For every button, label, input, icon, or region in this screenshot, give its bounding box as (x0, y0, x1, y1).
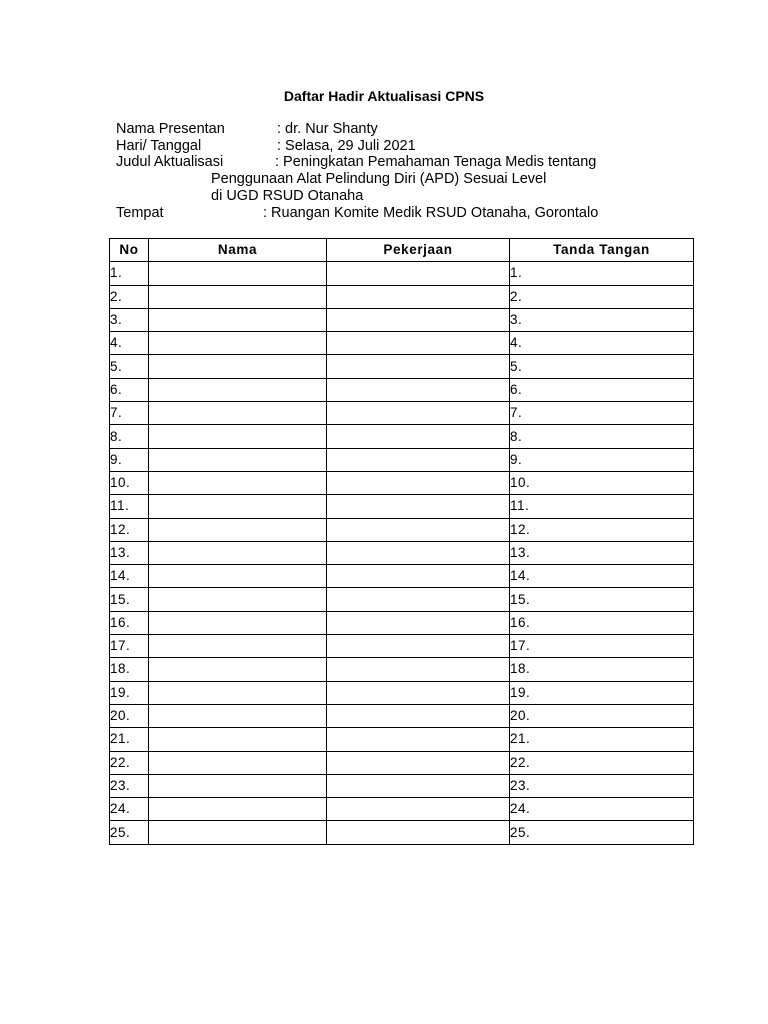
table-row (110, 658, 694, 681)
job-cell (327, 471, 510, 494)
signature-cell: 6. (510, 378, 694, 401)
name-cell (149, 565, 327, 588)
row-number: 21. (110, 728, 149, 751)
place-label: Tempat (116, 205, 164, 221)
row-number: 1. (110, 262, 149, 285)
job-cell (327, 774, 510, 797)
signature-cell: 14. (510, 565, 694, 588)
signature-cell: 9. (510, 448, 694, 471)
name-cell (149, 262, 327, 285)
table-row (110, 378, 694, 401)
table-row (110, 425, 694, 448)
name-cell (149, 285, 327, 308)
job-cell (327, 402, 510, 425)
topic-value-line2: Penggunaan Alat Pelindung Diri (APD) Sesuai Level (211, 171, 547, 187)
name-cell (149, 332, 327, 355)
row-number: 8. (110, 425, 149, 448)
job-cell (327, 332, 510, 355)
name-cell (149, 378, 327, 401)
signature-cell: 22. (510, 751, 694, 774)
table-row (110, 681, 694, 704)
row-number: 6. (110, 378, 149, 401)
signature-cell: 12. (510, 518, 694, 541)
name-cell (149, 774, 327, 797)
row-number: 9. (110, 448, 149, 471)
signature-cell: 8. (510, 425, 694, 448)
job-cell (327, 378, 510, 401)
job-cell (327, 821, 510, 844)
table-row (110, 495, 694, 518)
row-number: 20. (110, 704, 149, 727)
row-number: 17. (110, 635, 149, 658)
job-cell (327, 611, 510, 634)
table-row (110, 728, 694, 751)
presenter-label: Nama Presentan (116, 121, 225, 137)
row-number: 25. (110, 821, 149, 844)
table-row (110, 355, 694, 378)
attendance-table (109, 238, 694, 845)
table-row (110, 471, 694, 494)
job-cell (327, 798, 510, 821)
row-number: 3. (110, 308, 149, 331)
job-cell (327, 751, 510, 774)
row-number: 15. (110, 588, 149, 611)
row-number: 16. (110, 611, 149, 634)
row-number: 18. (110, 658, 149, 681)
signature-cell: 25. (510, 821, 694, 844)
name-cell (149, 541, 327, 564)
table-row (110, 262, 694, 285)
job-cell (327, 355, 510, 378)
job-cell (327, 635, 510, 658)
name-cell (149, 704, 327, 727)
date-label: Hari/ Tanggal (116, 138, 202, 154)
table-row (110, 448, 694, 471)
topic-value-line3: di UGD RSUD Otanaha (211, 188, 364, 204)
name-cell (149, 448, 327, 471)
job-cell (327, 658, 510, 681)
name-cell (149, 588, 327, 611)
row-number: 24. (110, 798, 149, 821)
signature-cell: 13. (510, 541, 694, 564)
name-cell (149, 658, 327, 681)
signature-cell: 4. (510, 332, 694, 355)
job-cell (327, 448, 510, 471)
row-number: 2. (110, 285, 149, 308)
signature-cell: 24. (510, 798, 694, 821)
topic-label: Judul Aktualisasi (116, 154, 224, 170)
table-row (110, 798, 694, 821)
job-cell (327, 425, 510, 448)
header-pekerjaan: Pekerjaan (327, 239, 510, 262)
table-row (110, 541, 694, 564)
date-value: : Selasa, 29 Juli 2021 (277, 138, 416, 154)
signature-cell: 20. (510, 704, 694, 727)
table-row (110, 611, 694, 634)
row-number: 12. (110, 518, 149, 541)
job-cell (327, 285, 510, 308)
signature-cell: 2. (510, 285, 694, 308)
topic-value-line1: : Peningkatan Pemahaman Tenaga Medis tentang (275, 154, 597, 170)
job-cell (327, 588, 510, 611)
table-row (110, 704, 694, 727)
job-cell (327, 565, 510, 588)
job-cell (327, 541, 510, 564)
row-number: 7. (110, 402, 149, 425)
table-header-row (110, 239, 694, 262)
signature-cell: 5. (510, 355, 694, 378)
signature-cell: 7. (510, 402, 694, 425)
name-cell (149, 471, 327, 494)
signature-cell: 10. (510, 471, 694, 494)
signature-cell: 16. (510, 611, 694, 634)
name-cell (149, 518, 327, 541)
table-row (110, 308, 694, 331)
header-tanda-tangan: Tanda Tangan (510, 239, 694, 262)
table-row (110, 821, 694, 844)
row-number: 19. (110, 681, 149, 704)
signature-cell: 23. (510, 774, 694, 797)
table-row (110, 635, 694, 658)
row-number: 22. (110, 751, 149, 774)
document-title: Daftar Hadir Aktualisasi CPNS (283, 88, 485, 104)
signature-cell: 19. (510, 681, 694, 704)
job-cell (327, 704, 510, 727)
row-number: 11. (110, 495, 149, 518)
job-cell (327, 728, 510, 751)
row-number: 14. (110, 565, 149, 588)
table-row (110, 588, 694, 611)
name-cell (149, 425, 327, 448)
job-cell (327, 495, 510, 518)
header-nama: Nama (149, 239, 327, 262)
signature-cell: 1. (510, 262, 694, 285)
row-number: 23. (110, 774, 149, 797)
table-row (110, 774, 694, 797)
name-cell (149, 355, 327, 378)
place-value: : Ruangan Komite Medik RSUD Otanaha, Gorontalo (263, 205, 599, 221)
name-cell (149, 635, 327, 658)
name-cell (149, 308, 327, 331)
table-row (110, 518, 694, 541)
table-row (110, 402, 694, 425)
header-no: No (110, 239, 149, 262)
job-cell (327, 262, 510, 285)
name-cell (149, 681, 327, 704)
job-cell (327, 308, 510, 331)
signature-cell: 18. (510, 658, 694, 681)
row-number: 5. (110, 355, 149, 378)
signature-cell: 21. (510, 728, 694, 751)
row-number: 4. (110, 332, 149, 355)
job-cell (327, 681, 510, 704)
job-cell (327, 518, 510, 541)
signature-cell: 11. (510, 495, 694, 518)
signature-cell: 15. (510, 588, 694, 611)
name-cell (149, 821, 327, 844)
table-row (110, 285, 694, 308)
row-number: 10. (110, 471, 149, 494)
name-cell (149, 798, 327, 821)
name-cell (149, 611, 327, 634)
name-cell (149, 728, 327, 751)
row-number: 13. (110, 541, 149, 564)
table-row (110, 332, 694, 355)
name-cell (149, 495, 327, 518)
signature-cell: 3. (510, 308, 694, 331)
name-cell (149, 751, 327, 774)
signature-cell: 17. (510, 635, 694, 658)
table-row (110, 751, 694, 774)
name-cell (149, 402, 327, 425)
presenter-value: : dr. Nur Shanty (277, 121, 378, 137)
table-row (110, 565, 694, 588)
